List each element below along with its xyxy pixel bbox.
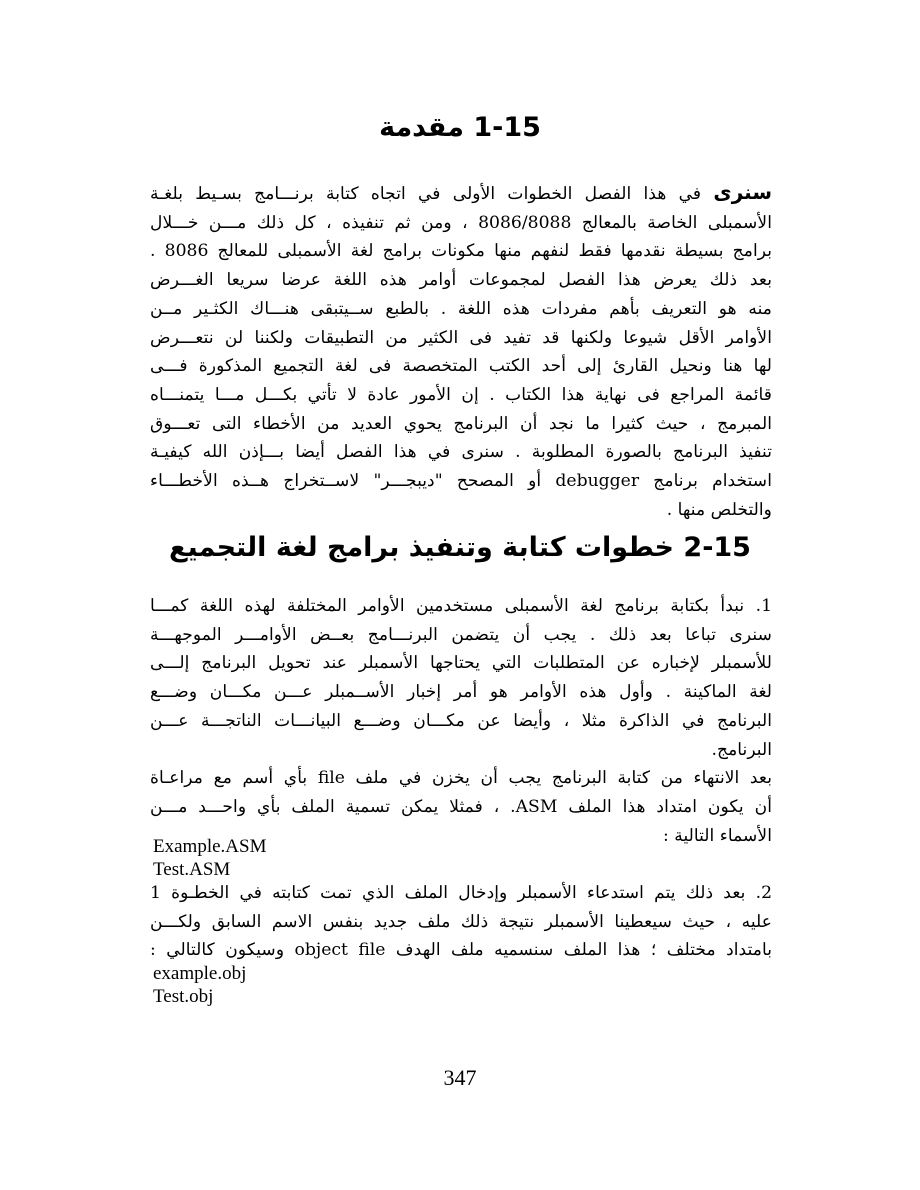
paragraph-line: قائمة المراجع فى نهاية هذا الكتاب . إن الأمور عادة لا تأتي بكـــل مـــا يتمنـــاه bbox=[150, 384, 772, 405]
object-filename: example.obj bbox=[153, 963, 247, 984]
paragraph-line: الأوامر الأقل شيوعا ولكنها قد تفيد فى الكثير من التطبيقات ولكننا لن نتعـــرض bbox=[150, 327, 772, 348]
paragraph-line: البرنامج في الذاكرة مثلا ، وأيضا عن مكـــان وضـــع البيانـــات الناتجـــة عـــن bbox=[150, 710, 772, 731]
paragraph-line: لها هنا ونحيل القارئ إلى أحد الكتب المتخصصة فى لغة التجميع المذكورة فـــى bbox=[150, 356, 772, 377]
paragraph-line: منه هو التعريف بأهم مفردات هذه اللغة . بالطبع ســيتبقى هنـــاك الكثـير مــن bbox=[150, 298, 772, 319]
section-heading-intro: 1-15 مقدمة bbox=[379, 112, 541, 143]
paragraph-line: الأسمبلى الخاصة بالمعالج 8086/8088 ، ومن ثم تنفيذه ، كل ذلك مـــن خـــلال bbox=[150, 212, 772, 233]
paragraph-line: 1. نبدأ بكتابة برنامج لغة الأسمبلى مستخدمين الأوامر المختلفة لهذه اللغة كمـــا bbox=[150, 596, 772, 616]
paragraph-line: بعد الانتهاء من كتابة البرنامج يجب أن يخزن في ملف file بأي أسم مع مراعـاة bbox=[150, 768, 772, 789]
paragraph-line: الأسماء التالية : bbox=[662, 825, 772, 846]
paragraph-line: أن يكون امتداد هذا الملف ASM. ، فمثلا يمكن تسمية الملف بأي واحـــد مـــن bbox=[150, 796, 772, 817]
paragraph-line: استخدام برنامج debugger أو المصحح "ديبجـــر" لاســتخراج هــذه الأخطـــاء bbox=[150, 471, 772, 492]
intro-paragraph bbox=[150, 178, 772, 524]
paragraph-line: والتخلص منها . bbox=[666, 499, 772, 520]
example-filename: Example.ASM bbox=[153, 836, 267, 857]
page-number: 347 bbox=[443, 1065, 477, 1090]
paragraph-line: 2. بعد ذلك يتم استدعاء الأسمبلر وإدخال الملف الذي تمت كتابته في الخطـوة 1 bbox=[150, 883, 772, 903]
paragraph-line: لغة الماكينة . وأول هذه الأوامر هو أمر إخبار الأســمبلر عـــن مكـــان وضـــع bbox=[150, 682, 772, 703]
paragraph-line bbox=[150, 178, 772, 209]
line-text: في هذا الفصل الخطوات الأولى في اتجاه كتابة برنـــامج بسـيط بلغـة bbox=[150, 184, 702, 204]
paragraph-line: عليه ، حيث سيعطينا الأسمبلر نتيجة ذلك ملف جديد بنفس الاسم السابق ولكـــن bbox=[150, 911, 772, 932]
paragraph-line: برامج بسيطة نقدمها فقط لنفهم منها مكونات برامج لغة الأسمبلى للمعالج 8086 . bbox=[150, 241, 772, 262]
paragraph-line: البرنامج. bbox=[711, 739, 772, 760]
paragraph-line: تنفيذ البرنامج بالصورة المطلوبة . سنرى في هذا الفصل أيضا بـــإذن الله كيفيـة bbox=[150, 442, 772, 463]
paragraph-line: المبرمج ، حيث كثيرا ما نجد أن البرنامج يحوي العديد من الأخطاء التى تعـــوق bbox=[150, 413, 772, 434]
section-heading-steps: 2-15 خطوات كتابة وتنفيذ برامج لغة التجميع bbox=[169, 532, 751, 563]
lead-word: سنرى bbox=[713, 180, 772, 204]
example-filename: Test.ASM bbox=[153, 859, 231, 880]
paragraph-line: بامتداد مختلف ؛ هذا الملف سنسميه ملف الهدف object file وسيكون كالتالي : bbox=[150, 940, 772, 961]
step2-paragraph bbox=[150, 879, 772, 965]
steps-paragraph bbox=[150, 592, 772, 850]
paragraph-line: بعد ذلك يعرض هذا الفصل لمجموعات أوامر هذه اللغة عرضا سريعا الغـــرض bbox=[150, 270, 772, 291]
paragraph-line: سنرى تباعا بعد ذلك . يجب أن يتضمن البرنـــامج بعــض الأوامـــر الموجهـــة bbox=[150, 624, 772, 645]
object-filename: Test.obj bbox=[153, 986, 214, 1007]
paragraph-line: للأسمبلر لإخباره عن المتطلبات التي يحتاجها الأسمبلر عند تحويل البرنامج إلـــى bbox=[150, 653, 772, 674]
